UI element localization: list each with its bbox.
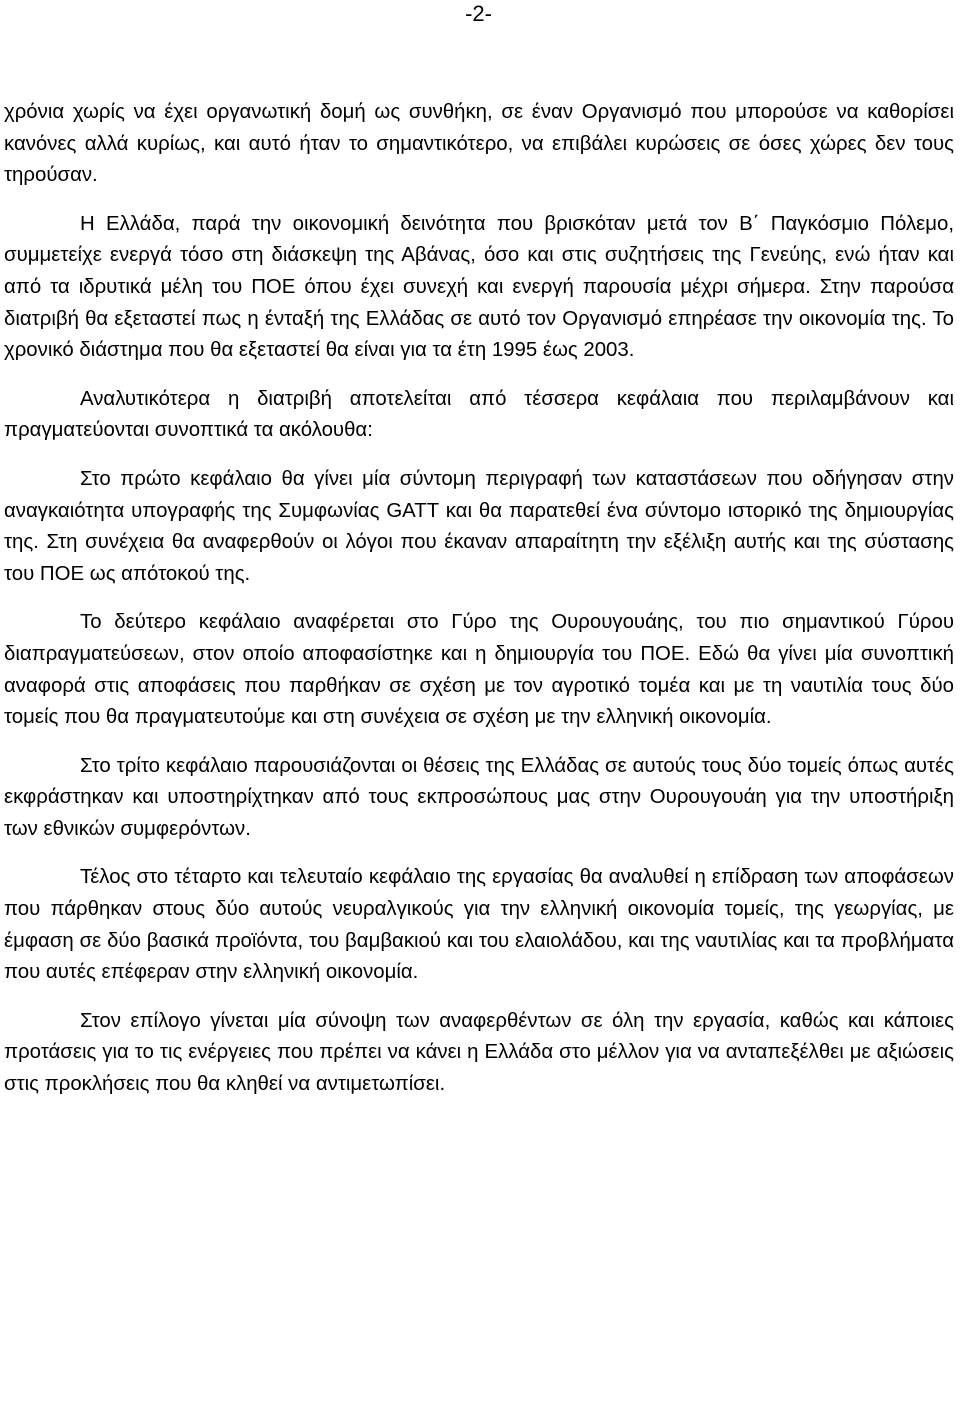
paragraph-chapter-three: Στο τρίτο κεφάλαιο παρουσιάζονται οι θέσεις της Ελλάδας σε αυτούς τους δύο τομείς όπως αυτές εκφράστηκαν και υποστηρίχτηκαν από τους εκπροσώπους μας στην Ουρουγουάη για την υποστήριξη των εθνικών συμφερόντων. — [4, 754, 954, 840]
paragraph-chapter-four: Τέλος στο τέταρτο και τελευταίο κεφάλαιο της εργασίας θα αναλυθεί η επίδραση των αποφάσεων που πάρθηκαν στους δύο αυτούς νευραλγικούς για την ελληνική οικονομία τομείς, της γεωργίας, με έμφαση σε δύο βασικά προϊόντα, του βαμβακιού και του ελαιολάδου, και της ναυτιλίας και τα προβλήματα που αυτές επέφεραν στην ελληνική οικονομία. — [4, 866, 954, 984]
document-body — [4, 97, 954, 1118]
paragraph-greece-participation: Η Ελλάδα, παρά την οικονομική δεινότητα που βρισκόταν μετά τον Β΄ Παγκόσμιο Πόλεμο, συμμετείχε ενεργά τόσο στη διάσκεψη της Αβάνας, όσο και στις συζητήσεις της Γενεύης, ενώ ήταν και από τα ιδρυτικά μέλη του ΠΟΕ όπου έχει συνεχή και ενεργή παρουσία μέχρι σήμερα. Στην παρούσα διατριβή θα εξεταστεί πως η ένταξή της Ελλάδας σε αυτό τον Οργανισμό επηρέασε την οικονομία της. Το χρονικό διάστημα που θα εξεταστεί θα είναι για τα έτη 1995 έως 2003. — [4, 212, 954, 362]
paragraph-chapter-two: Το δεύτερο κεφάλαιο αναφέρεται στο Γύρο της Ουρουγουάης, του πιο σημαντικού Γύρου διαπραγματεύσεων, στον οποίο αποφασίστηκε και η δημιουργία του ΠΟΕ. Εδώ θα γίνει μία συνοπτική αναφορά στις αποφάσεις που παρθήκαν σε σχέση με τον αγροτικό τομέα και με τη ναυτιλία τους δύο τομείς που θα πραγματευτούμε και στη συνέχεια σε σχέση με την ελληνική οικονομία. — [4, 611, 954, 729]
paragraph-continuation: χρόνια χωρίς να έχει οργανωτική δομή ως συνθήκη, σε έναν Οργανισμό που μπορούσε να καθορίσει κανόνες αλλά κυρίως, και αυτό ήταν το σημαντικότερο, να επιβάλει κυρώσεις σε όσες χώρες δεν τους τηρούσαν. — [4, 101, 954, 187]
paragraph-chapter-one: Στο πρώτο κεφάλαιο θα γίνει μία σύντομη περιγραφή των καταστάσεων που οδήγησαν στην αναγκαιότητα υπογραφής της Συμφωνίας GATT και θα παρατεθεί ένα σύντομο ιστορικό της δημιουργίας της. Στη συνέχεια θα αναφερθούν οι λόγοι που έκαναν απαραίτητη την εξέλιξη αυτής και της σύστασης του ΠΟΕ ως απότοκού της. — [4, 467, 954, 585]
page-number: -2- — [465, 1, 492, 26]
paragraph-epilogue: Στον επίλογο γίνεται μία σύνοψη των αναφερθέντων σε όλη την εργασία, καθώς και κάποιες προτάσεις για το τις ενέργειες που πρέπει να κάνει η Ελλάδα στο μέλλον για να ανταπεξέλθει με αξιώσεις στις προκλήσεις που θα κληθεί να αντιμετωπίσει. — [4, 1009, 954, 1096]
paragraph-structure-intro: Αναλυτικότερα η διατριβή αποτελείται από τέσσερα κεφάλαια που περιλαμβάνουν και πραγματεύονται συνοπτικά τα ακόλουθα: — [4, 387, 954, 442]
